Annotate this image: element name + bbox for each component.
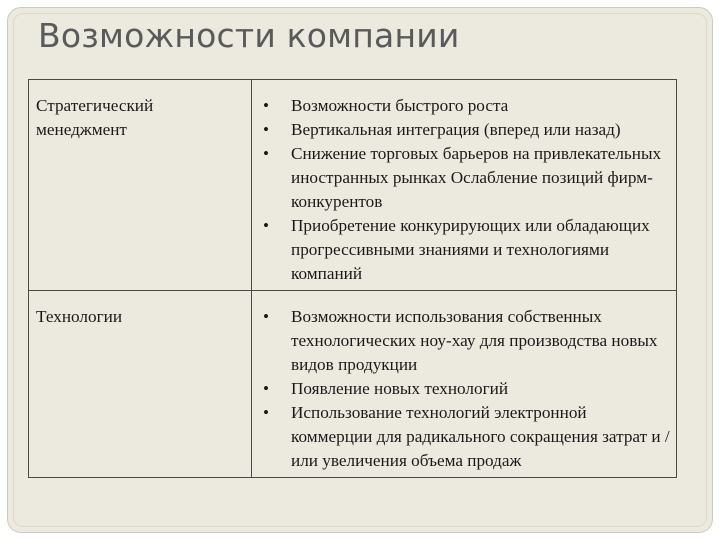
bullet-icon: • <box>263 403 270 422</box>
table-row <box>29 291 677 478</box>
bullet-list <box>252 305 672 473</box>
bullet-icon: • <box>263 96 270 115</box>
category-cell: Стратегический менеджмент <box>29 80 252 291</box>
bullet-icon: • <box>263 216 270 235</box>
list-item-text: Возможности быстрого роста <box>291 96 509 115</box>
list-item-text: Появление новых технологий <box>291 379 509 398</box>
list-item <box>252 94 672 118</box>
category-cell: Технологии <box>29 291 252 478</box>
list-item-text: Использование технологий электронной коммерции для радикального сокращения затрат и / или увеличения объема продаж <box>291 403 670 470</box>
list-item <box>252 214 672 286</box>
list-item-text: Вертикальная интеграция (вперед или назад) <box>291 120 621 139</box>
opportunities-table <box>28 79 677 478</box>
bullet-list <box>252 94 672 286</box>
list-item <box>252 401 672 473</box>
bullet-icon: • <box>263 120 270 139</box>
bullet-icon: • <box>263 307 270 326</box>
items-cell <box>252 291 677 478</box>
bullet-icon: • <box>263 144 270 163</box>
list-item <box>252 305 672 377</box>
table-row <box>29 80 677 291</box>
list-item <box>252 142 672 214</box>
list-item-text: Приобретение конкурирующих или обладающих прогрессивными знаниями и технологиями компаний <box>291 216 650 283</box>
bullet-icon: • <box>263 379 270 398</box>
list-item-text: Снижение торговых барьеров на привлекательных иностранных рынках Ослабление позиций фирм-конкурентов <box>291 144 662 211</box>
items-cell <box>252 80 677 291</box>
list-item <box>252 118 672 142</box>
list-item <box>252 377 672 401</box>
list-item-text: Возможности использования собственных технологических ноу-хау для производства новых видов продукции <box>291 307 658 374</box>
slide-title: Возможности компании <box>38 16 460 55</box>
